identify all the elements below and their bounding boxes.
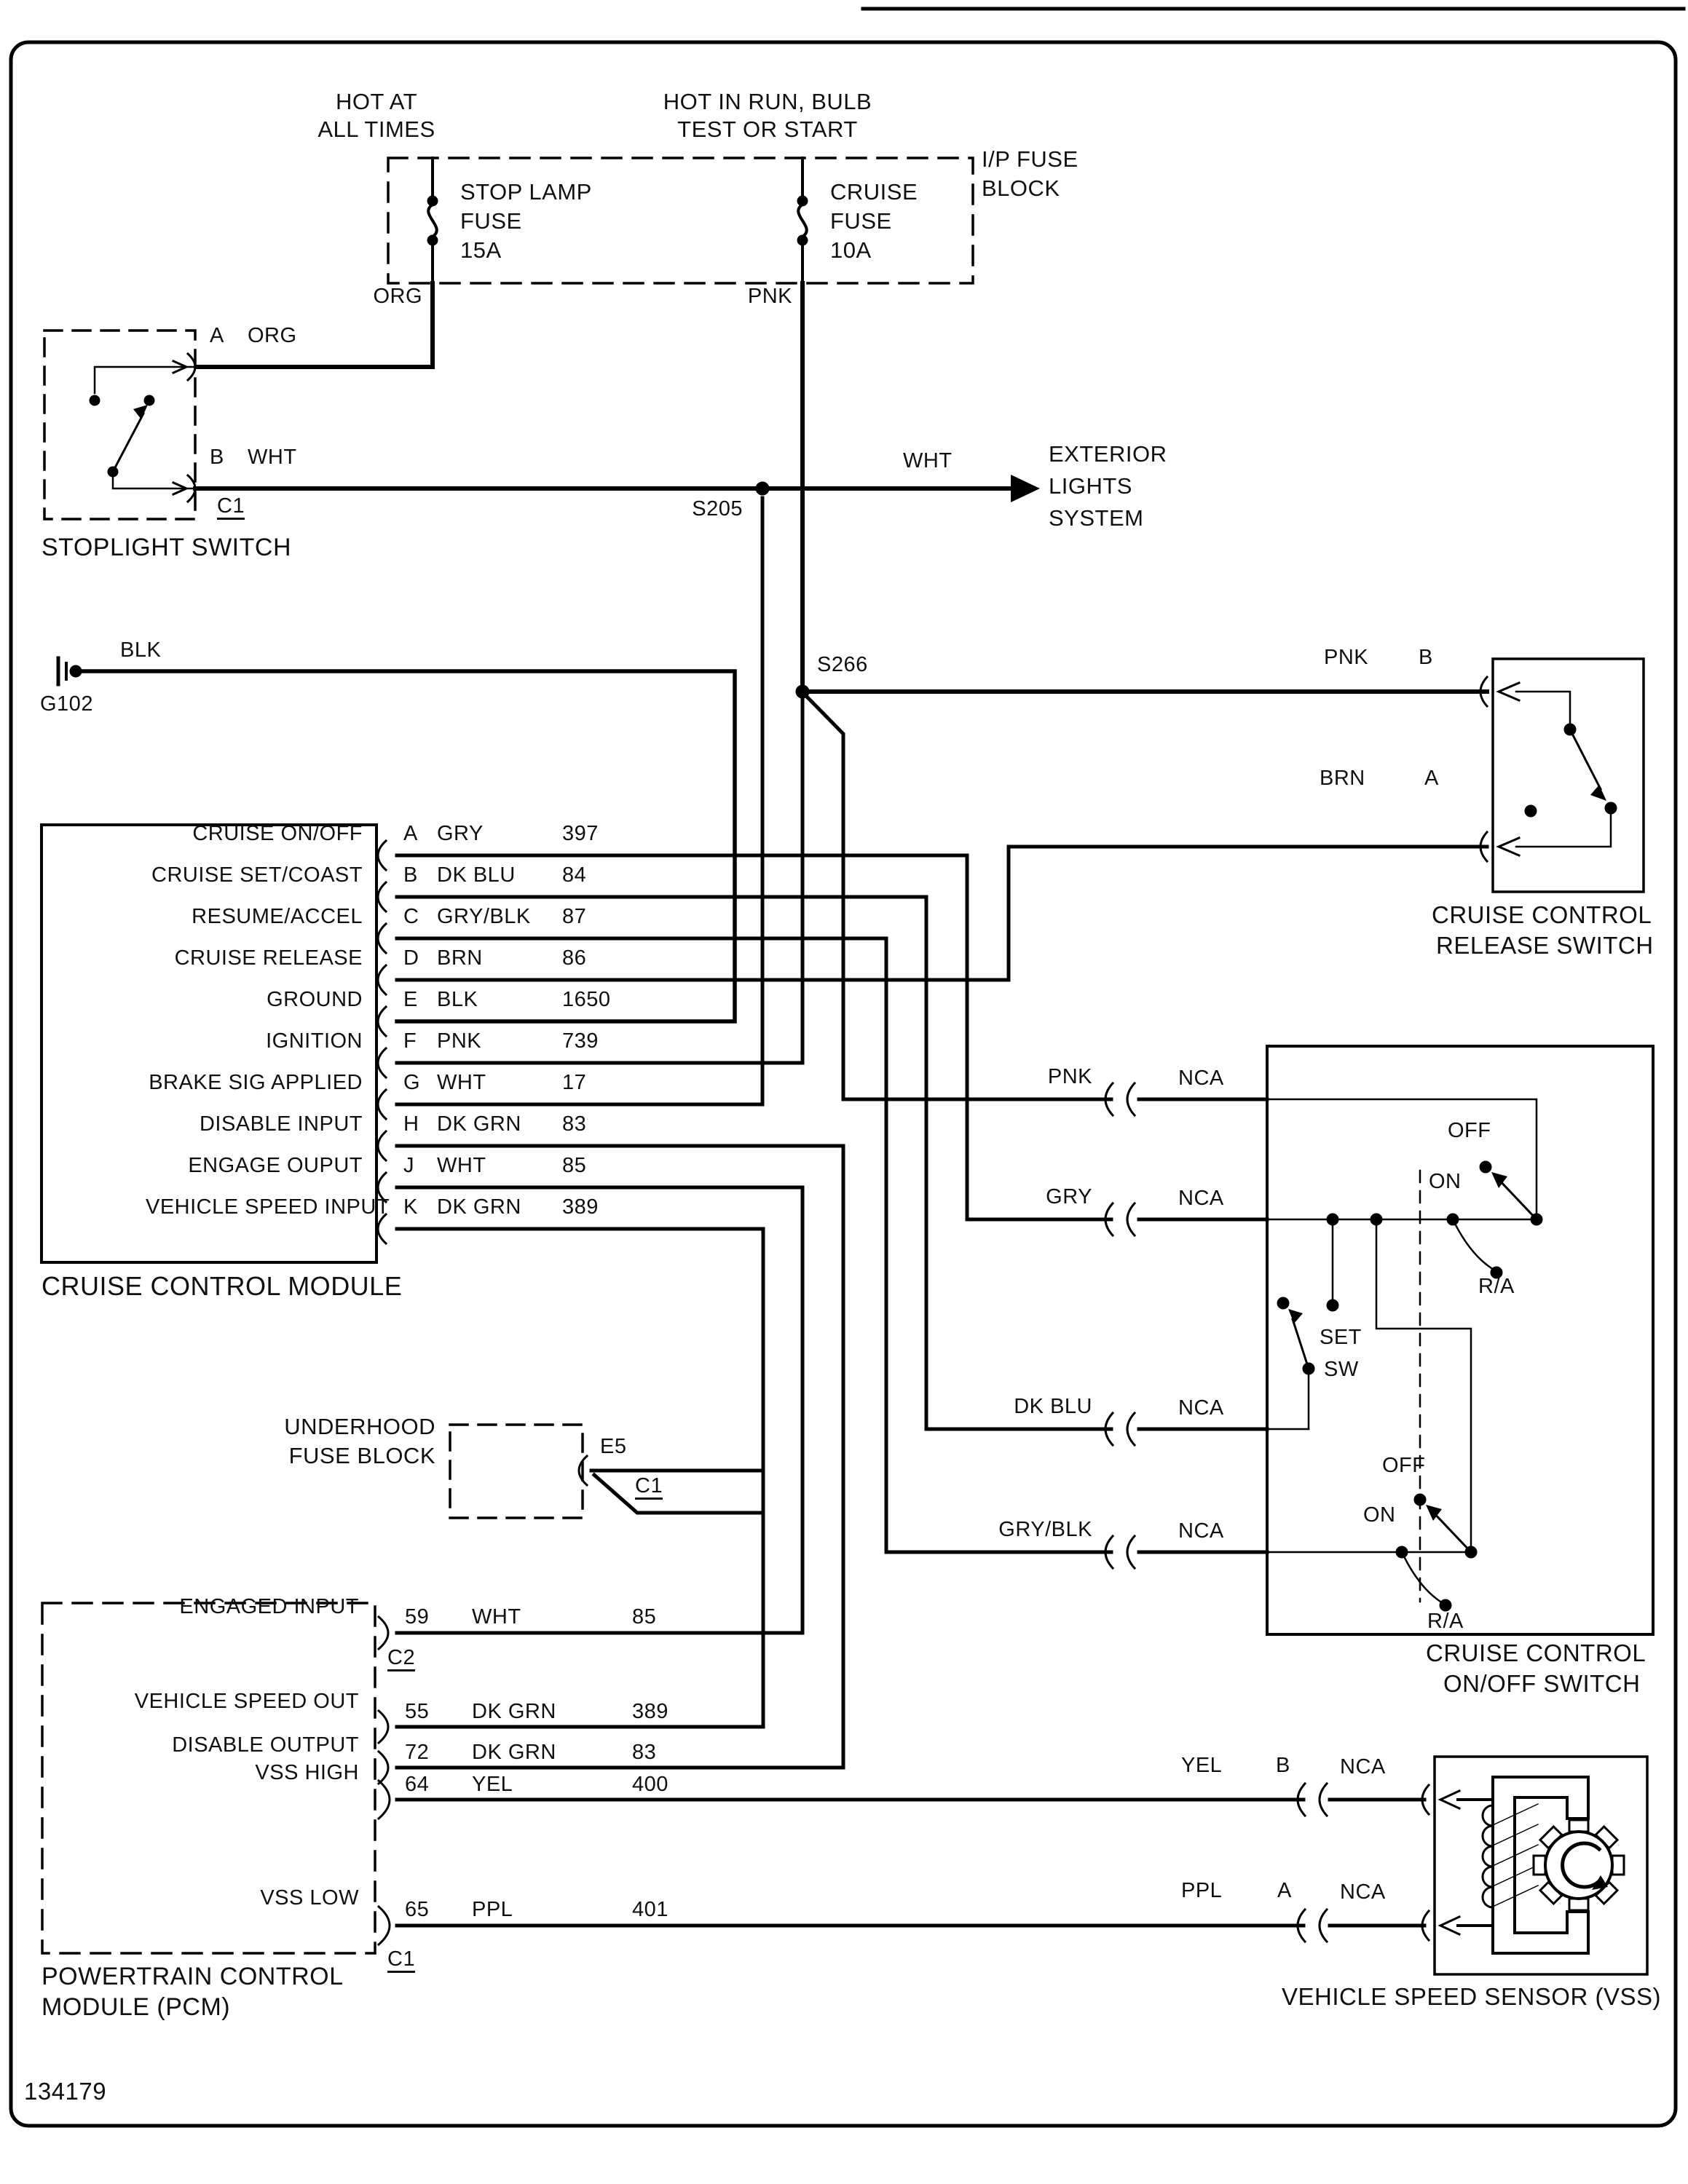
underhood-connector-c1: C1	[635, 1475, 663, 1500]
footer-code: 134179	[24, 2078, 107, 2105]
module-color-f: PNK	[437, 1029, 482, 1053]
stop-lamp-fuse-line2: FUSE	[460, 208, 522, 234]
stop-lamp-fuse-line3: 15A	[460, 237, 502, 263]
module-pin-j: J	[403, 1154, 414, 1177]
module-label-b: CRUISE SET/COAST	[151, 863, 363, 887]
module-pin-f: F	[403, 1029, 417, 1053]
module-pin-d: D	[403, 946, 419, 970]
stoplight-pin-b: B	[210, 446, 224, 469]
onoff-set-line1: SET	[1320, 1326, 1362, 1349]
blk-wire-label: BLK	[120, 638, 162, 662]
underhood-name-line1: UNDERHOOD	[284, 1414, 435, 1439]
module-circuit-c: 87	[562, 905, 587, 928]
module-color-j: WHT	[437, 1154, 486, 1177]
cruise-fuse-line1: CRUISE	[830, 179, 918, 205]
pcm-connector-c1: C1	[387, 1948, 415, 1973]
onoff-row-gryblk-tag: NCA	[1178, 1519, 1224, 1543]
stoplight-pin-b-wire: WHT	[248, 446, 297, 469]
onoff-row-gryblk: GRY/BLK	[998, 1518, 1092, 1541]
release-top-pin: B	[1419, 646, 1433, 669]
module-color-e: BLK	[437, 988, 478, 1011]
module-circuit-k: 389	[562, 1195, 599, 1219]
onoff-switch-box	[1105, 1046, 1653, 1634]
ip-fuse-block-name-line1: I/P FUSE	[982, 146, 1078, 172]
pcm-label-59: ENGAGED INPUT	[179, 1595, 359, 1618]
pcm-label-64: VSS HIGH	[255, 1761, 359, 1784]
pnk-wire-label: PNK	[747, 285, 792, 308]
exterior-line3: SYSTEM	[1049, 505, 1144, 531]
pcm-circuit-55: 389	[632, 1700, 669, 1723]
ip-fuse-block-name-line2: BLOCK	[982, 175, 1060, 201]
feed-hot-at-line1: HOT AT	[335, 89, 418, 114]
onoff-lower-on: ON	[1363, 1503, 1396, 1527]
onoff-row-pnk-tag: NCA	[1178, 1067, 1224, 1090]
release-switch-box	[1480, 659, 1644, 892]
pcm-pin-65: 65	[405, 1898, 430, 1921]
vss-low-wire: PPL	[1181, 1879, 1223, 1902]
exterior-line1: EXTERIOR	[1049, 441, 1167, 467]
onoff-set-line2: SW	[1324, 1358, 1359, 1381]
module-circuit-g: 17	[562, 1071, 587, 1094]
vss-low-pin: A	[1277, 1879, 1292, 1902]
vss-wires	[397, 1784, 1493, 1942]
pcm-pin-59: 59	[405, 1605, 430, 1629]
release-top-wire: PNK	[1324, 646, 1369, 669]
pcm-label-55: VEHICLE SPEED OUT	[134, 1690, 359, 1713]
pcm-color-64: YEL	[472, 1773, 513, 1796]
release-bottom-wire: BRN	[1320, 767, 1365, 790]
onoff-row-gry-tag: NCA	[1178, 1187, 1224, 1210]
module-pin-h: H	[403, 1112, 419, 1136]
pcm-label-65: VSS LOW	[260, 1886, 359, 1910]
pcm-pin-55: 55	[405, 1700, 430, 1723]
brn-86-wire	[397, 847, 1487, 980]
g102-label: G102	[40, 692, 93, 716]
onoff-row-gry: GRY	[1046, 1185, 1092, 1208]
onoff-caption-line1: CRUISE CONTROL	[1426, 1639, 1646, 1666]
module-label-d: CRUISE RELEASE	[174, 946, 363, 970]
vss-low-tag: NCA	[1340, 1880, 1386, 1904]
s205-label: S205	[692, 497, 743, 521]
underhood-terminal-e5: E5	[600, 1435, 627, 1458]
stoplight-connector-c1: C1	[217, 495, 245, 520]
module-circuit-f: 739	[562, 1029, 599, 1053]
module-pin-k: K	[403, 1195, 418, 1219]
module-label-h: DISABLE INPUT	[199, 1112, 363, 1136]
module-label-k: VEHICLE SPEED INPUT	[146, 1195, 390, 1219]
module-circuit-h: 83	[562, 1112, 587, 1136]
module-label-e: GROUND	[267, 988, 363, 1011]
onoff-row-pnk: PNK	[1047, 1065, 1092, 1088]
feed-hot-in-run-line2: TEST OR START	[677, 116, 858, 142]
vss-high-wire: YEL	[1181, 1754, 1223, 1777]
pcm-circuit-59: 85	[632, 1605, 657, 1629]
release-caption-line2: RELEASE SWITCH	[1436, 932, 1654, 959]
module-label-c: RESUME/ACCEL	[192, 905, 363, 928]
module-color-a: GRY	[437, 822, 484, 845]
module-circuit-a: 397	[562, 822, 599, 845]
cruise-fuse-icon	[797, 158, 808, 283]
module-color-h: DK GRN	[437, 1112, 521, 1136]
exterior-line2: LIGHTS	[1049, 473, 1132, 499]
pcm-connector-c2: C2	[387, 1647, 415, 1671]
module-circuit-j: 85	[562, 1154, 587, 1177]
pcm-color-72: DK GRN	[472, 1741, 556, 1764]
module-pin-e: E	[403, 988, 418, 1011]
module-pin-g: G	[403, 1071, 421, 1094]
module-label-j: ENGAGE OUPUT	[188, 1154, 363, 1177]
stop-lamp-fuse-line1: STOP LAMP	[460, 179, 592, 205]
pcm-color-55: DK GRN	[472, 1700, 556, 1723]
pcm-circuit-65: 401	[632, 1898, 669, 1921]
onoff-upper-off: OFF	[1448, 1119, 1491, 1142]
vss-caption: VEHICLE SPEED SENSOR (VSS)	[1282, 1983, 1661, 2010]
pcm-pin-72: 72	[405, 1741, 430, 1764]
pcm-caption-line1: POWERTRAIN CONTROL	[42, 1963, 344, 1990]
s266-label: S266	[817, 653, 868, 676]
stoplight-pin-a-wire: ORG	[248, 324, 297, 347]
stop-lamp-fuse-icon	[427, 158, 438, 283]
cruise-fuse-line2: FUSE	[830, 208, 892, 234]
feed-hot-at-line2: ALL TIMES	[318, 116, 435, 142]
stoplight-pin-a: A	[210, 324, 224, 347]
vss-high-tag: NCA	[1340, 1755, 1386, 1779]
module-pin-c: C	[403, 905, 419, 928]
onoff-upper-ra: R/A	[1478, 1275, 1515, 1298]
module-pin-b: B	[403, 863, 418, 887]
dkblu-84-wire	[397, 897, 1267, 1429]
s266-splice	[397, 685, 1487, 1099]
feed-hot-in-run-line1: HOT IN RUN, BULB	[663, 89, 872, 114]
vss-coil-icon	[1483, 1804, 1538, 1907]
module-label-a: CRUISE ON/OFF	[192, 822, 363, 845]
module-color-g: WHT	[437, 1071, 486, 1094]
module-color-c: GRY/BLK	[437, 905, 531, 928]
module-circuit-b: 84	[562, 863, 587, 887]
module-color-d: BRN	[437, 946, 483, 970]
onoff-row-dkblu-tag: NCA	[1178, 1396, 1224, 1420]
pcm-pin-64: 64	[405, 1773, 430, 1796]
onoff-upper-on: ON	[1429, 1170, 1462, 1193]
pcm-color-65: PPL	[472, 1898, 513, 1921]
module-label-f: IGNITION	[266, 1029, 363, 1053]
pcm-label-72: DISABLE OUTPUT	[172, 1733, 359, 1757]
vss-high-pin: B	[1276, 1754, 1290, 1777]
release-bottom-pin: A	[1424, 767, 1439, 790]
gryblk-87-wire	[397, 938, 1267, 1552]
cruise-fuse-line3: 10A	[830, 237, 872, 263]
underhood-name-line2: FUSE BLOCK	[288, 1443, 435, 1468]
wht-85-wire	[397, 1187, 802, 1633]
onoff-caption-line2: ON/OFF SWITCH	[1443, 1670, 1641, 1697]
exterior-wht-label: WHT	[903, 449, 953, 472]
onoff-lower-ra: R/A	[1427, 1610, 1464, 1633]
module-color-b: DK BLU	[437, 863, 516, 887]
stoplight-caption: STOPLIGHT SWITCH	[42, 534, 292, 561]
vss-gear-icon	[1534, 1820, 1624, 1910]
pcm-color-59: WHT	[472, 1605, 521, 1629]
pcm-caption-line2: MODULE (PCM)	[42, 1993, 231, 2021]
module-caption: CRUISE CONTROL MODULE	[42, 1271, 403, 1301]
onoff-lower-off: OFF	[1382, 1454, 1426, 1477]
onoff-row-dkblu: DK BLU	[1014, 1395, 1092, 1418]
org-wire-label: ORG	[373, 285, 422, 308]
vss-box	[1435, 1757, 1647, 1974]
module-label-g: BRAKE SIG APPLIED	[149, 1071, 363, 1094]
module-pin-a: A	[403, 822, 418, 845]
stoplight-switch-box	[44, 331, 195, 519]
module-circuit-e: 1650	[562, 988, 611, 1011]
release-caption-line1: CRUISE CONTROL	[1432, 901, 1652, 928]
module-color-k: DK GRN	[437, 1195, 521, 1219]
module-circuit-d: 86	[562, 946, 587, 970]
pcm-circuit-64: 400	[632, 1773, 669, 1796]
pcm-circuit-72: 83	[632, 1741, 657, 1764]
